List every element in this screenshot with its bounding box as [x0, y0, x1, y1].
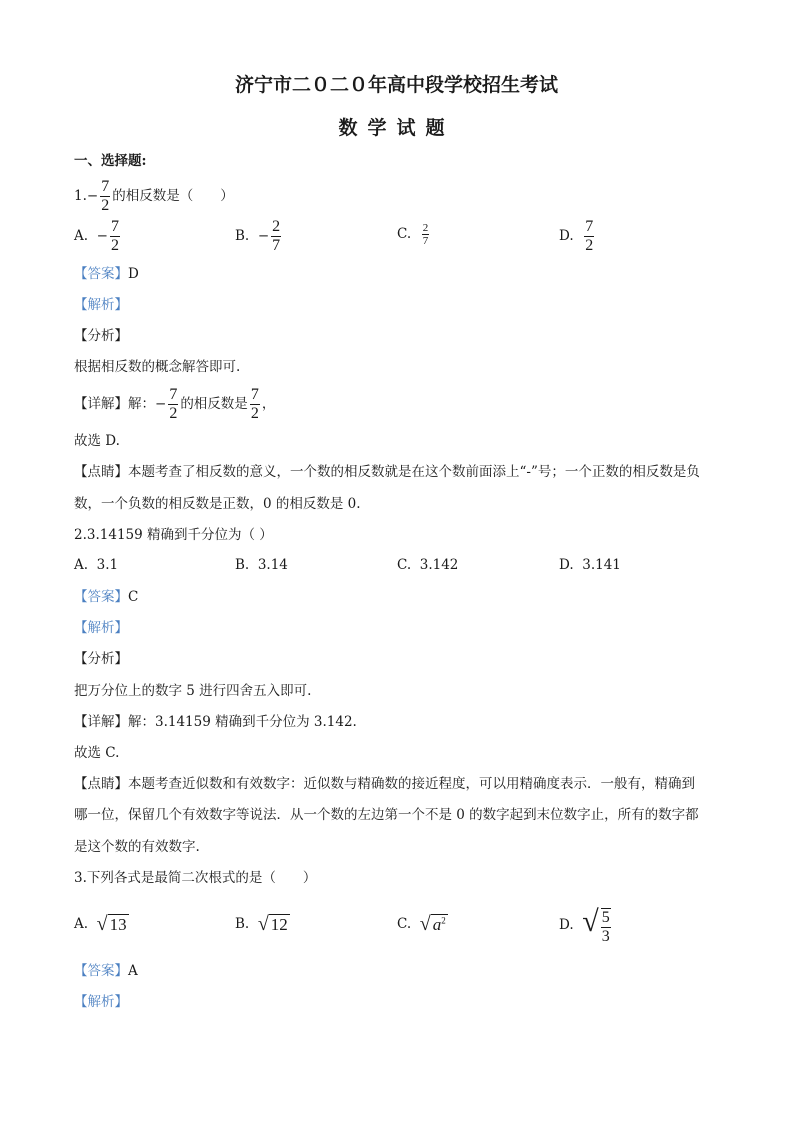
page-subtitle: 数学试题	[338, 117, 455, 139]
option-d	[559, 218, 596, 255]
answer-line	[74, 962, 138, 980]
exponent: 2	[441, 915, 446, 926]
option-label: D.	[559, 557, 574, 573]
note-text: 本题考查近似数和有效数字：近似数与精确数的接近程度，可以用精确度表示．一般有，精确到	[128, 776, 695, 792]
option-label: A.	[74, 916, 89, 932]
detail-tag: 【详解】解：	[74, 396, 155, 412]
option-label: D.	[559, 917, 574, 934]
fraction	[100, 178, 110, 215]
denominator: 2	[101, 197, 110, 214]
minus-sign: −	[155, 396, 167, 412]
radicand: 12	[270, 915, 288, 934]
numerator: 7	[110, 218, 119, 235]
fraction	[271, 218, 281, 255]
choose-line: 故选 C.	[74, 745, 120, 761]
numerator: 7	[101, 178, 110, 195]
punctuation: ，	[261, 396, 276, 412]
option-c	[397, 222, 431, 247]
note-tag: 【点睛】	[74, 776, 128, 792]
option-d	[559, 557, 621, 573]
question-2-stem: 2.3.14159 精确到千分位为（ ）	[74, 527, 273, 543]
option-label: C.	[397, 916, 412, 932]
note-line-2: 数，一个负数的相反数是正数，0 的相反数是 0.	[74, 496, 361, 512]
fraction	[422, 222, 430, 247]
answer-tag: 【答案】	[74, 963, 128, 979]
numerator: 2	[422, 222, 429, 234]
fenxi-text: 把万分位上的数字 5 进行四舍五入即可.	[74, 683, 312, 699]
option-d	[559, 905, 613, 946]
option-label: C.	[397, 226, 412, 242]
fenxi-tag: 【分析】	[74, 651, 128, 667]
radicand: 13	[109, 915, 127, 934]
fraction	[584, 218, 594, 255]
answer-line	[74, 588, 138, 606]
analysis-tag: 【解析】	[74, 994, 128, 1010]
section-heading: 一、选择题:	[74, 153, 147, 169]
question-1-stem	[74, 176, 234, 216]
detail-line	[74, 384, 275, 424]
option-b	[235, 218, 283, 255]
fraction	[250, 386, 260, 423]
option-text: 3.141	[582, 557, 621, 573]
square-root: √ 13	[96, 913, 127, 935]
option-b	[235, 913, 290, 936]
option-label: B.	[235, 916, 250, 932]
detail-line: 【详解】解：3.14159 精确到千分位为 3.142.	[74, 714, 357, 730]
denominator: 2	[250, 405, 259, 422]
square-root: √ $a^2$	[419, 913, 446, 935]
answer-value: A	[128, 963, 138, 979]
question-text: 的相反数是（ ）	[112, 188, 234, 204]
numerator: 2	[272, 218, 281, 235]
answer-value: D	[128, 266, 139, 282]
radicand: a	[432, 915, 442, 934]
denominator: 2	[169, 405, 178, 422]
minus-sign: −	[86, 188, 99, 204]
option-label: A.	[74, 228, 89, 244]
question-3-stem: 3.下列各式是最简二次根式的是（ ）	[74, 870, 317, 886]
option-b	[235, 557, 288, 573]
denominator: 7	[422, 235, 429, 247]
option-text: 3.1	[96, 557, 119, 573]
numerator: 7	[585, 218, 594, 235]
note-line-1	[74, 463, 700, 481]
minus-sign: −	[96, 228, 108, 244]
choose-line: 故选 D.	[74, 433, 120, 449]
square-root: √ 12	[257, 913, 288, 935]
analysis-tag: 【解析】	[74, 297, 128, 313]
fraction	[110, 218, 120, 255]
option-a	[74, 218, 122, 255]
answer-tag: 【答案】	[74, 589, 128, 605]
option-text: 3.142	[419, 557, 459, 573]
fenxi-tag: 【分析】	[74, 328, 128, 344]
answer-tag: 【答案】	[74, 266, 128, 282]
numerator: 7	[250, 386, 259, 403]
option-label: B.	[235, 228, 250, 244]
denominator: 7	[272, 237, 281, 254]
denominator: 2	[585, 237, 594, 254]
answer-value: C	[128, 589, 139, 605]
note-line-2: 哪一位，保留几个有效数字等说法．从一个数的左边第一个不是 0 的数字起到末位数字止，所有的数字都	[74, 807, 699, 823]
option-a	[74, 557, 118, 573]
option-label: D.	[559, 228, 574, 244]
option-text: 3.14	[257, 557, 288, 573]
square-root: √ $\frac{5}{3}$	[582, 905, 610, 946]
answer-line	[74, 265, 139, 283]
fraction	[168, 386, 178, 423]
fenxi-text: 根据相反数的概念解答即可.	[74, 359, 241, 375]
page-title: 济宁市二０二０年高中段学校招生考试	[234, 74, 558, 96]
note-line-3: 是这个数的有效数字.	[74, 839, 200, 855]
option-c	[397, 913, 448, 936]
note-line-1	[74, 775, 695, 793]
option-label: B.	[235, 557, 250, 573]
detail-text: 的相反数是	[180, 396, 248, 412]
note-tag: 【点睛】	[74, 464, 128, 480]
numerator: 5	[601, 909, 610, 927]
question-number: 1.	[74, 188, 87, 204]
denominator: 2	[110, 237, 119, 254]
option-c	[397, 557, 458, 573]
option-label: A.	[74, 557, 89, 573]
numerator: 7	[169, 386, 178, 403]
minus-sign: −	[257, 228, 270, 244]
option-a	[74, 913, 129, 936]
option-label: C.	[397, 557, 412, 573]
fraction	[601, 908, 611, 946]
analysis-tag: 【解析】	[74, 620, 128, 636]
note-text: 本题考查了相反数的意义，一个数的相反数就是在这个数前面添上“-”号；一个正数的相反数是负	[128, 464, 700, 480]
denominator: 3	[601, 928, 610, 946]
